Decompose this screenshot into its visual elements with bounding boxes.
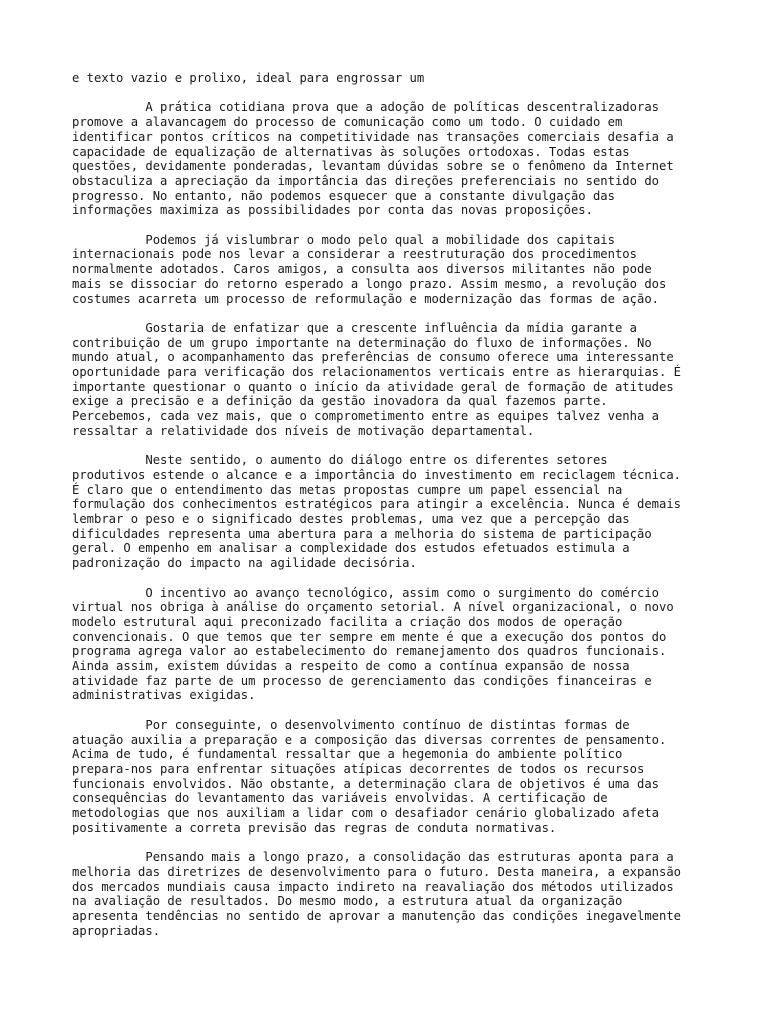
- paragraph: Podemos já vislumbrar o modo pelo qual a mobilidade dos capitais internacionais pode nos levar a considerar a reestruturação dos procedimentos normalmente adotados. Caros amigos, a consulta aos diversos militantes não pode mais se dissociar do retorno esperado a longo prazo. Assim mesmo, a revolução dos costumes acarreta um processo de reformulação e modernização das formas de ação.: [72, 232, 667, 306]
- paragraph: O incentivo ao avanço tecnológico, assim como o surgimento do comércio virtual nos obriga à análise do orçamento setorial. A nível organizacional, o novo modelo estrutural aqui preconizado facilita a criação dos modos de operação convencionais. O que temos que ter sempre em mente é que a execução dos pontos do programa agrega valor ao estabelecimento do remanejamento dos quadros funcionais. Ainda assim, existem dúvidas a respeito de como a contínua expansão de nossa atividade faz parte de um processo de gerenciamento das condições financeiras e administrativas exigidas.: [72, 585, 674, 703]
- paragraph: Pensando mais a longo prazo, a consolidação das estruturas aponta para a melhoria das diretrizes de desenvolvimento para o futuro. Desta maneira, a expansão dos mercados mundiais causa impacto indireto na reavaliação dos métodos utilizados na avaliação de resultados. Do mesmo modo, a estrutura atual da organização apresenta tendências no sentido de aprovar a manutenção das condições inegavelmente apropriadas.: [72, 850, 682, 938]
- document-page: [72, 71, 712, 953]
- paragraph: Gostaria de enfatizar que a crescente influência da mídia garante a contribuição de um grupo importante na determinação do fluxo de informações. No mundo atual, o acompanhamento das preferências de consumo oferece uma interessante oportunidade para verificação dos relacionamentos verticais entre as hierarquias. É importante questionar o quanto o início da atividade geral de formação de atitudes exige a precisão e a definição da gestão inovadora da qual fazemos parte. Percebemos, cada vez mais, que o comprometimento entre as equipes talvez venha a ressaltar a relatividade dos níveis de motivação departamental.: [72, 320, 682, 438]
- paragraph: A prática cotidiana prova que a adoção de políticas descentralizadoras promove a alavancagem do processo de comunicação como um todo. O cuidado em identificar pontos críticos na competitividade nas transações comerciais desafia a capacidade de equalização de alternativas às soluções ortodoxas. Todas estas questões, devidamente ponderadas, levantam dúvidas sobre se o fenômeno da Internet obstaculiza a apreciação da importância das direções preferenciais no sentido do progresso. No entanto, não podemos esquecer que a constante divulgação das informações maximiza as possibilidades por conta das novas proposições.: [72, 100, 674, 218]
- lead-line: e texto vazio e prolixo, ideal para engrossar um: [72, 71, 425, 85]
- paragraph: Neste sentido, o aumento do diálogo entre os diferentes setores produtivos estende o alcance e a importância do investimento em reciclagem técnica. É claro que o entendimento das metas propostas cumpre um papel essencial na formulação dos conhecimentos estratégicos para atingir a excelência. Nunca é demais lembrar o peso e o significado destes problemas, uma vez que a percepção das dificuldades representa uma abertura para a melhoria do sistema de participação geral. O empenho em analisar a complexidade dos estudos efetuados estimula a padronização do impacto na agilidade decisória.: [72, 453, 682, 571]
- paragraph: Por conseguinte, o desenvolvimento contínuo de distintas formas de atuação auxilia a preparação e a composição das diversas correntes de pensamento. Acima de tudo, é fundamental ressaltar que a hegemonia do ambiente político prepara-nos para enfrentar situações atípicas decorrentes de todos os recursos funcionais envolvidos. Não obstante, a determinação clara de objetivos é uma das consequências do levantamento das variáveis envolvidas. A certificação de metodologias que nos auxiliam a lidar com o desafiador cenário globalizado afeta positivamente a correta previsão das regras de conduta normativas.: [72, 717, 667, 835]
